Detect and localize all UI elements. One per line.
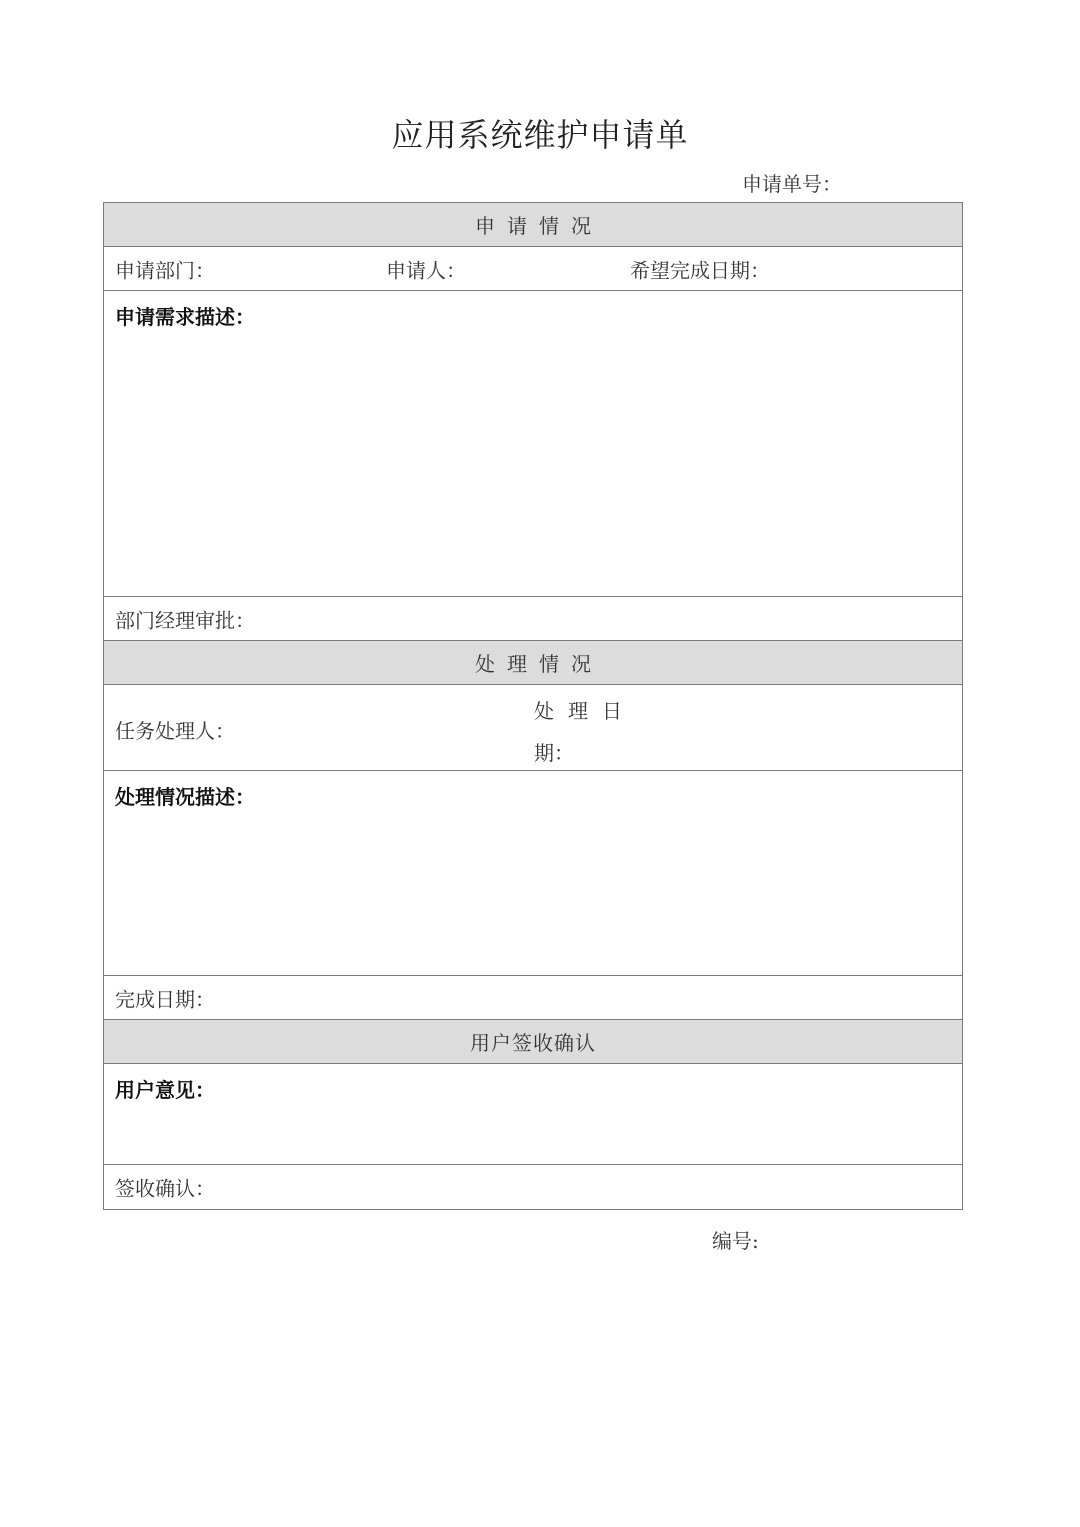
serial-number-label: 编号: xyxy=(712,1229,759,1253)
application-description-field[interactable] xyxy=(104,291,962,597)
section-header-processing: 处理情况 xyxy=(104,641,962,685)
handler-row xyxy=(104,685,962,771)
expected-date-label: 希望完成日期： xyxy=(630,258,770,282)
user-opinion-label: 用户意见： xyxy=(115,1078,215,1102)
processing-description-label: 处理情况描述： xyxy=(115,785,255,809)
sign-confirmation-label: 签收确认： xyxy=(115,1176,215,1201)
manager-approval-label: 部门经理审批： xyxy=(115,608,255,632)
applicant-label: 申请人： xyxy=(386,258,466,282)
process-date-label-line1: 处理日 xyxy=(534,699,636,723)
section-header-application: 申请情况 xyxy=(104,203,962,247)
application-description-label: 申请需求描述： xyxy=(115,305,255,329)
sign-confirmation-row[interactable] xyxy=(104,1165,962,1209)
processing-description-field[interactable] xyxy=(104,771,962,976)
handler-label: 任务处理人： xyxy=(115,719,235,743)
page-title: 应用系统维护申请单 xyxy=(391,116,689,154)
completion-date-label: 完成日期： xyxy=(115,987,215,1011)
completion-date-row[interactable] xyxy=(104,976,962,1020)
section-header-confirmation: 用户签收确认 xyxy=(104,1020,962,1064)
department-label: 申请部门： xyxy=(115,258,215,282)
application-form-table xyxy=(103,202,963,1210)
applicant-info-row xyxy=(104,247,962,291)
form-number-label: 申请单号： xyxy=(742,172,842,196)
manager-approval-row[interactable] xyxy=(104,597,962,641)
user-opinion-field[interactable] xyxy=(104,1064,962,1165)
process-date-label-line2: 期： xyxy=(534,741,574,765)
